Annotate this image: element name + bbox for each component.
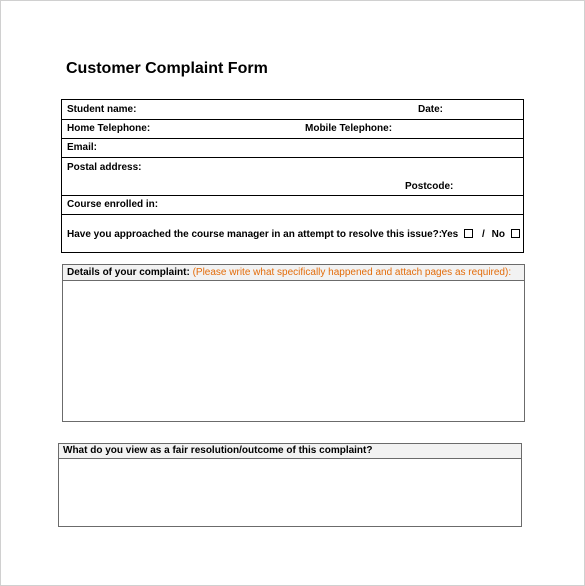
row-postal-address <box>62 157 523 196</box>
resolution-box <box>58 443 522 527</box>
details-box <box>62 264 525 422</box>
row-student-name <box>62 100 523 120</box>
row-telephone <box>62 119 523 139</box>
student-name-label: Student name: <box>67 104 137 115</box>
home-telephone-label: Home Telephone: <box>67 123 151 134</box>
info-table <box>61 99 524 253</box>
details-input-area[interactable] <box>63 281 524 421</box>
no-label: No <box>491 229 505 240</box>
postal-address-label: Postal address: <box>67 162 142 173</box>
separator-label: / <box>482 229 485 240</box>
row-approached <box>62 214 523 252</box>
details-instruction: (Please write what specifically happened and attach pages as required): <box>192 267 512 278</box>
form-title: Customer Complaint Form <box>66 60 268 77</box>
row-email <box>62 138 523 158</box>
row-course <box>62 195 523 215</box>
mobile-telephone-label: Mobile Telephone: <box>305 123 393 134</box>
resolution-label: What do you view as a fair resolution/outcome of this complaint? <box>63 445 373 456</box>
approached-question-label: Have you approached the course manager in an attempt to resolve this issue?: <box>67 229 443 240</box>
details-header <box>63 265 524 281</box>
resolution-input-area[interactable] <box>59 459 521 526</box>
course-enrolled-label: Course enrolled in: <box>67 199 159 210</box>
resolution-header <box>59 444 521 459</box>
details-label: Details of your complaint: <box>67 267 190 278</box>
approached-options <box>441 229 520 240</box>
yes-label: Yes <box>441 229 459 240</box>
email-label: Email: <box>67 142 98 153</box>
yes-checkbox[interactable] <box>464 229 473 238</box>
date-label: Date: <box>418 104 444 115</box>
postcode-label: Postcode: <box>405 181 454 192</box>
no-checkbox[interactable] <box>511 229 520 238</box>
